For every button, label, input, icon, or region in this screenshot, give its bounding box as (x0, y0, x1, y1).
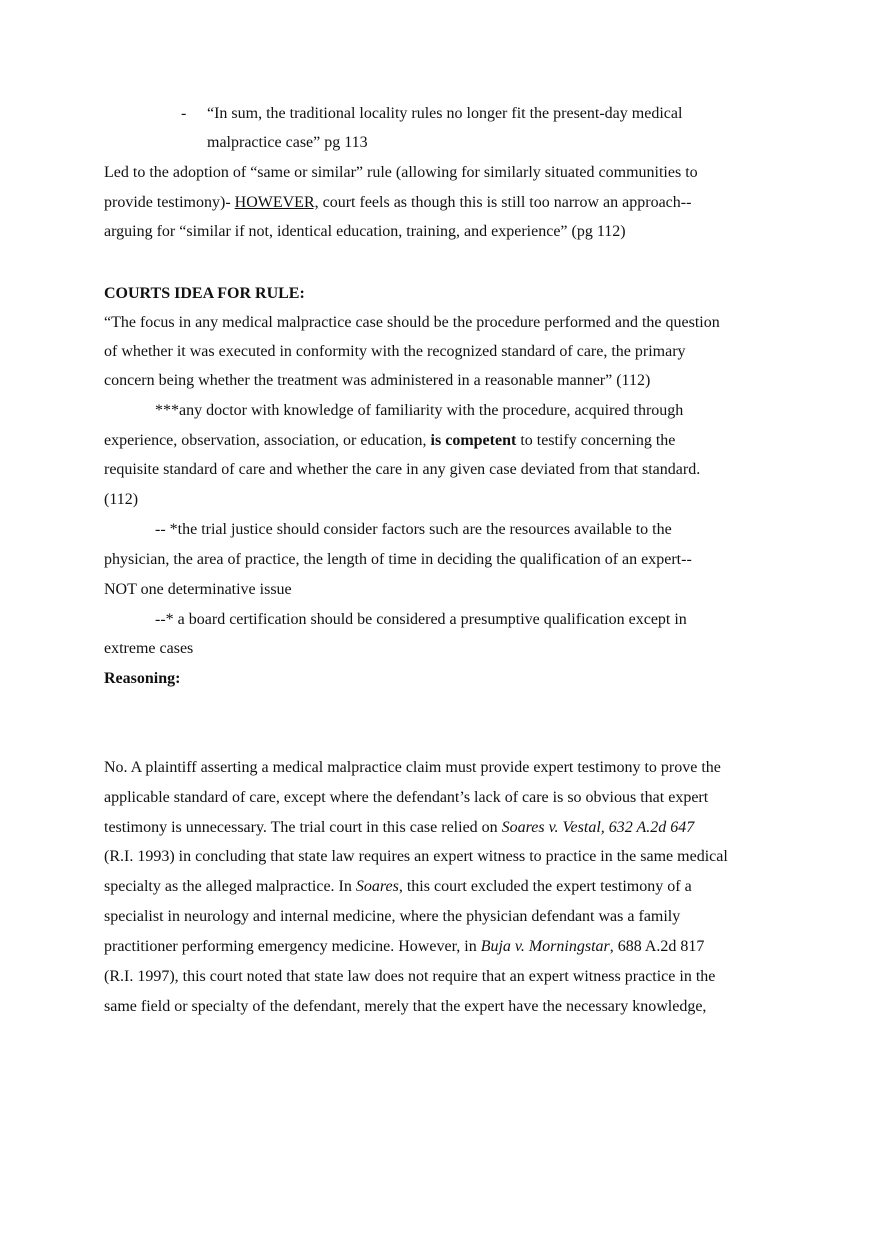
text-line (104, 342, 686, 362)
text-segment: specialist in neurology and internal medicine, where the physician defendant was a family (104, 908, 681, 925)
text-segment: specialty as the alleged malpractice. In (104, 878, 356, 895)
text-segment: --* a board certification should be considered a presumptive qualification except in (155, 611, 687, 628)
text-line (104, 222, 626, 242)
bold-text: is competent (430, 432, 517, 449)
text-line (104, 550, 692, 570)
text-line (104, 163, 698, 183)
bold-text: COURTS IDEA FOR RULE: (104, 285, 305, 302)
text-segment: ***any doctor with knowledge of familiarity with the procedure, acquired through (155, 402, 684, 419)
text-segment: Led to the adoption of “same or similar” rule (allowing for similarly situated communities to (104, 164, 698, 181)
text-line (104, 847, 728, 867)
text-line (207, 133, 368, 153)
text-segment: “The focus in any medical malpractice case should be the procedure performed and the question (104, 314, 720, 331)
text-line (207, 104, 682, 124)
text-segment: -- *the trial justice should consider factors such are the resources available to the (155, 521, 672, 538)
text-segment: same field or specialty of the defendant, merely that the expert have the necessary knowledge, (104, 998, 707, 1015)
case-citation: Soares (355, 878, 399, 895)
case-citation: Buja v. Morningstar (480, 938, 610, 955)
text-segment: concern being whether the treatment was administered in a reasonable manner” (112) (104, 372, 651, 389)
text-segment: , 688 A.2d 817 (609, 938, 705, 955)
text-segment: “In sum, the traditional locality rules no longer fit the present-day medical (207, 105, 683, 122)
text-segment: of whether it was executed in conformity with the recognized standard of care, the primary (104, 343, 686, 360)
text-line (104, 490, 138, 510)
text-line (104, 997, 706, 1017)
text-line (155, 520, 672, 540)
text-segment: to testify concerning the (516, 432, 676, 449)
text-line (104, 193, 691, 213)
section-heading (104, 669, 180, 689)
text-line (104, 967, 715, 987)
text-segment: physician, the area of practice, the length of time in deciding the qualification of an expert-- (104, 551, 692, 568)
text-segment: No. A plaintiff asserting a medical malpractice claim must provide expert testimony to prove the (104, 759, 721, 776)
text-line (155, 610, 687, 630)
text-segment: NOT one determinative issue (104, 581, 292, 598)
text-line (104, 371, 650, 391)
text-segment: - (181, 105, 187, 122)
text-segment: (R.I. 1997), this court noted that state law does not require that an expert witness practice in the (104, 968, 716, 985)
text-segment: experience, observation, association, or education, (104, 432, 431, 449)
text-segment: applicable standard of care, except where the defendant’s lack of care is so obvious that expert (104, 789, 709, 806)
bold-text: Reasoning: (104, 670, 181, 687)
text-segment: (112) (104, 491, 139, 508)
text-line (104, 877, 692, 897)
text-segment: malpractice case” pg 113 (207, 134, 368, 151)
text-segment: arguing for “similar if not, identical education, training, and experience” (pg 112) (104, 223, 626, 240)
text-segment: court feels as though this is still too narrow an approach-- (318, 194, 692, 211)
text-line (104, 580, 292, 600)
case-citation: Soares v. Vestal, 632 A.2d 647 (501, 819, 695, 836)
text-line (104, 431, 675, 451)
text-line (104, 758, 721, 778)
text-line (155, 401, 683, 421)
text-line (181, 104, 186, 124)
text-segment: testimony is unnecessary. The trial court in this case relied on (104, 819, 502, 836)
text-line (104, 460, 700, 480)
text-line (104, 818, 694, 838)
text-segment: provide testimony)- (104, 194, 235, 211)
underlined-text: HOWEVER, (234, 194, 319, 211)
text-segment: , this court excluded the expert testimony of a (398, 878, 692, 895)
section-heading (104, 284, 305, 304)
text-line (104, 639, 193, 659)
text-segment: extreme cases (104, 640, 194, 657)
text-line (104, 788, 708, 808)
text-segment: (R.I. 1993) in concluding that state law requires an expert witness to practice in the same medical (104, 848, 728, 865)
text-line (104, 907, 680, 927)
text-segment: practitioner performing emergency medicine. However, in (104, 938, 481, 955)
text-segment: requisite standard of care and whether the care in any given case deviated from that standard. (104, 461, 701, 478)
text-line (104, 937, 704, 957)
text-line (104, 313, 720, 333)
